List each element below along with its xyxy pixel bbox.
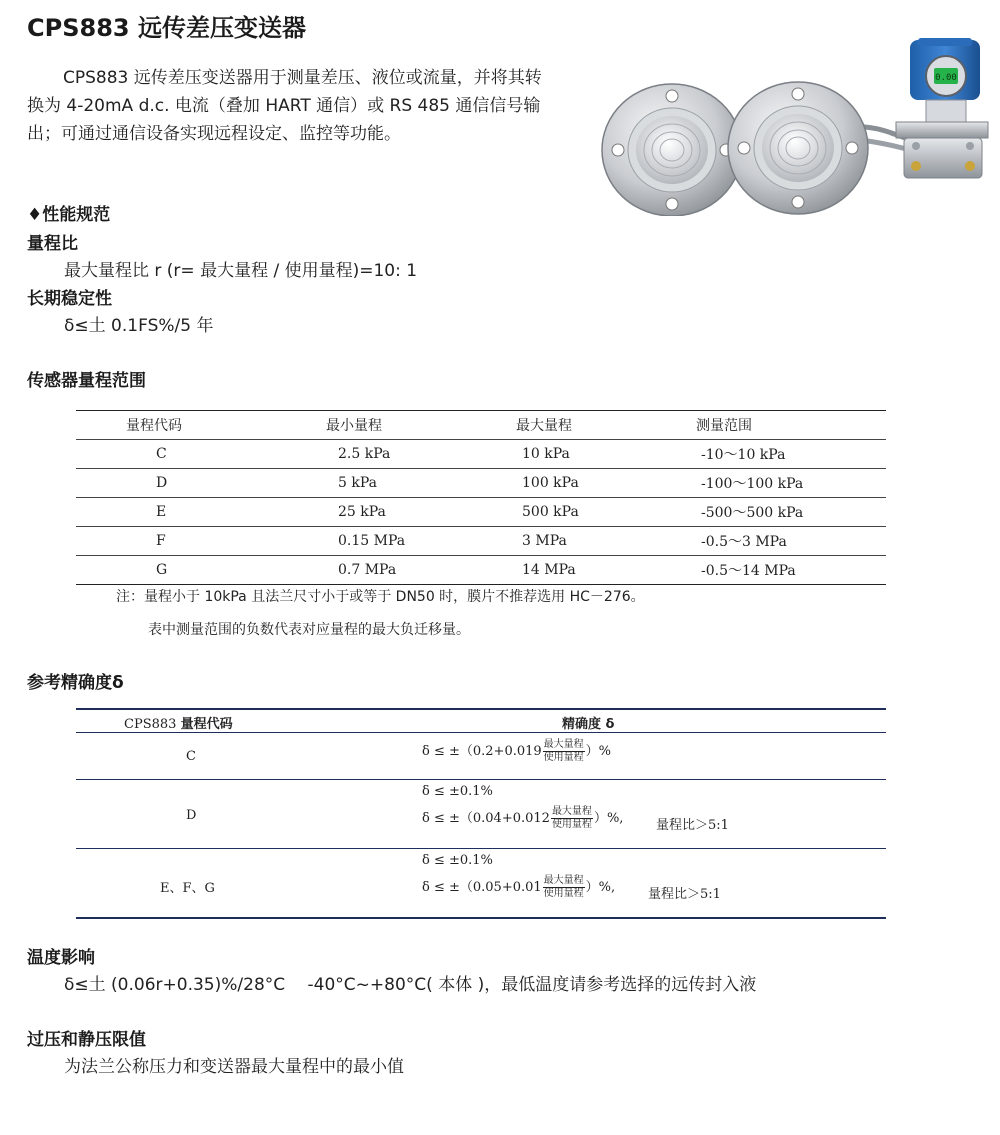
column-header: 最大量程 [516,411,696,440]
col2-header: 精确度 δ [562,717,615,732]
accuracy-row-efg [76,849,886,917]
fraction [543,739,585,764]
cell-min: 25 kPa [326,498,516,527]
cell-range: -0.5～3 MPa [696,527,886,556]
cell-range: -0.5～14 MPa [696,556,886,585]
formula-suffix: ）% [585,744,612,759]
fraction [551,806,593,831]
cell-code: D [76,469,326,498]
table-row [76,498,886,527]
intro-paragraph: CPS883 远传差压变送器用于测量差压、液位或流量，并将其转换为 4-20mA d.c. 电流（叠加 HART 通信）或 RS 485 通信信号输出；可通过通信设备实现远程设定、监控等功能。 [27,68,542,144]
accuracy-header-row [76,710,886,733]
table-header-row [76,411,886,440]
cell-min: 2.5 kPa [326,440,516,469]
fraction-denominator: 使用量程 [551,819,592,830]
transmitter [896,38,988,178]
table-row [76,556,886,585]
performance-heading: ♦性能规范 [27,205,111,225]
overpressure-heading: 过压和静压限值 [27,1030,146,1050]
cell-max: 100 kPa [516,469,696,498]
temperature-text: δ≤土 (0.06r+0.35)%/28°C -40°C~+80°C( 本体 )，最低温度请参考选择的远传封入液 [64,975,757,995]
formula-prefix: δ ≤ ±（0.2+0.019 [422,744,542,759]
product-image [600,38,992,216]
fraction [543,875,585,900]
range-ratio-efg: 量程比＞5:1 [648,887,721,902]
sensor-range-table [76,410,886,585]
formula-efg-line1: δ ≤ ±0.1% [422,853,493,868]
code-c: C [186,749,196,764]
range-ratio-text: 最大量程比 r (r= 最大量程 / 使用量程)=10: 1 [64,261,418,281]
column-header: 测量范围 [696,411,886,440]
fraction-numerator: 最大量程 [543,739,584,750]
table-note-2: 表中测量范围的负数代表对应量程的最大负迁移量。 [148,622,470,638]
table-row [76,527,886,556]
table-note-1: 注：量程小于 10kPa 且法兰尺寸小于或等于 DN50 时，膜片不推荐选用 HC－276。 [116,589,645,605]
stability-heading: 长期稳定性 [27,289,112,309]
cell-max: 14 MPa [516,556,696,585]
accuracy-row-d [76,780,886,849]
formula-suffix: ）%, [585,880,616,895]
cell-code: F [76,527,326,556]
cell-min: 0.7 MPa [326,556,516,585]
page-title: CPS883 远传差压变送器 [27,14,306,42]
display-reading: 0.00 [935,73,957,83]
formula-efg-line2 [422,875,615,900]
cell-max: 10 kPa [516,440,696,469]
cell-code: E [76,498,326,527]
overpressure-text: 为法兰公称压力和变送器最大量程中的最小值 [64,1057,404,1077]
formula-prefix: δ ≤ ±（0.05+0.01 [422,880,542,895]
code-d: D [186,808,197,823]
code-efg: E、F、G [160,881,215,896]
formula-prefix: δ ≤ ±（0.04+0.012 [422,811,550,826]
accuracy-heading: 参考精确度δ [27,673,124,693]
accuracy-table [76,708,886,919]
sensor-range-heading: 传感器量程范围 [27,371,146,391]
formula-suffix: ）%, [593,811,624,826]
column-header: 量程代码 [76,411,326,440]
col1-prefix: CPS883 [124,717,177,732]
cell-max: 3 MPa [516,527,696,556]
formula-d-line1: δ ≤ ±0.1% [422,784,493,799]
table-row [76,469,886,498]
fraction-denominator: 使用量程 [543,888,584,899]
accuracy-row-c [76,733,886,780]
cell-range: -500～500 kPa [696,498,886,527]
formula-c [422,739,611,764]
cell-min: 0.15 MPa [326,527,516,556]
fraction-numerator: 最大量程 [551,806,592,817]
left-flange [602,84,742,216]
table-row [76,440,886,469]
right-flange [728,82,868,214]
temperature-heading: 温度影响 [27,948,95,968]
cell-min: 5 kPa [326,469,516,498]
cell-range: -100～100 kPa [696,469,886,498]
fraction-numerator: 最大量程 [543,875,584,886]
cell-code: G [76,556,326,585]
cell-max: 500 kPa [516,498,696,527]
formula-d-line2 [422,806,623,831]
cell-range: -10～10 kPa [696,440,886,469]
col1-label: 量程代码 [180,717,233,732]
cell-code: C [76,440,326,469]
stability-text: δ≤土 0.1FS%/5 年 [64,316,214,336]
col1-header [124,713,233,732]
range-ratio-heading: 量程比 [27,234,78,254]
fraction-denominator: 使用量程 [543,752,584,763]
range-ratio-d: 量程比＞5:1 [656,818,729,833]
column-header: 最小量程 [326,411,516,440]
